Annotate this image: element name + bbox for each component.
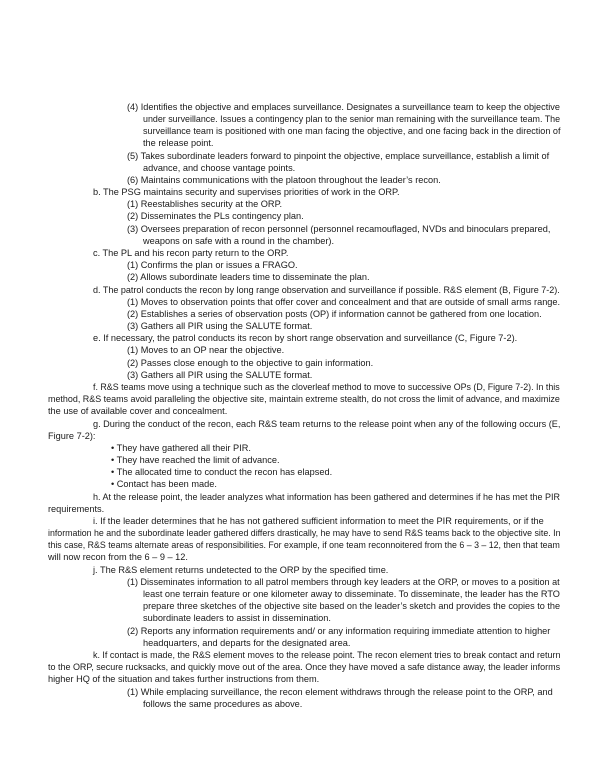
text-line: this case, R&S teams alternate areas of responsibilities. For example, if one team reconnoitered from the 6 – 3 – 12, then that team	[48, 540, 560, 550]
text-line: i. If the leader determines that he has not gathered sufficient information to meet the PIR requirements, or if the	[93, 516, 544, 526]
text-line: will now recon from the 6 – 9 – 12.	[48, 552, 188, 562]
text-line: (2) Allows subordinate leaders time to disseminate the plan.	[127, 272, 370, 282]
text-line: (5) Takes subordinate leaders forward to pinpoint the objective, emplace surveillance, establish a limit of	[127, 151, 550, 161]
text-line: e. If necessary, the patrol conducts its recon by short range observation and surveillance (C, Figure 7-2).	[93, 333, 518, 343]
text-line: subordinate leaders to assist in dissemination.	[143, 613, 331, 623]
bullet-item: • They have gathered all their PIR.	[111, 443, 251, 453]
text-line: (2) Reports any information requirements and/ or any information requiring immediate attention to higher	[127, 626, 551, 636]
text-line: advance, and choose vantage points.	[143, 163, 296, 173]
text-line: k. If contact is made, the R&S element moves to the release point. The recon element tries to break contact and return	[93, 650, 561, 660]
text-line: (3) Gathers all PIR using the SALUTE format.	[127, 370, 313, 380]
text-line: (1) Disseminates information to all patrol members through key leaders at the ORP, or moves to a position at	[127, 577, 560, 587]
text-line: information he and the subordinate leader gathered differs drastically, he may have to send R&S teams back to the objective site. In	[48, 528, 561, 538]
text-line: higher HQ of the situation and takes further instructions from them.	[48, 674, 320, 684]
text-line: (2) Establishes a series of observation posts (OP) if information cannot be gathered from one location.	[127, 309, 542, 319]
text-line: the use of available cover and concealment.	[48, 406, 228, 416]
text-line: (3) Oversees preparation of recon personnel (personnel recamouflaged, NVDs and binoculars prepared,	[127, 224, 551, 234]
text-line: (2) Passes close enough to the objective to gain information.	[127, 358, 374, 368]
text-line: d. The patrol conducts the recon by long range observation and surveillance if possible. R&S element (B, Figure 7-2).	[93, 285, 560, 295]
text-line: (1) Confirms the plan or issues a FRAGO.	[127, 260, 298, 270]
text-line: f. R&S teams move using a technique such as the cloverleaf method to move to successive OPs (D, Figure 7-2). In this	[93, 382, 560, 392]
text-line: prepare three sketches of the objective site based on the leader’s sketch and provides the copies to the	[143, 601, 561, 611]
bullet-item: • Contact has been made.	[111, 479, 217, 489]
text-line: (2) Disseminates the PLs contingency plan.	[127, 211, 304, 221]
text-line: Figure 7-2):	[48, 431, 96, 441]
text-line: method, R&S teams avoid paralleling the objective site, maintain extreme stealth, do not cross the limit of advance, and maximize	[48, 394, 560, 404]
text-line: (3) Gathers all PIR using the SALUTE format.	[127, 321, 313, 331]
bullet-item: • The allocated time to conduct the recon has elapsed.	[111, 467, 333, 477]
bullet-item: • They have reached the limit of advance.	[111, 455, 280, 465]
text-line: to the ORP, secure rucksacks, and quickly move out of the area. Once they have moved a safe distance away, the leader informs	[48, 662, 561, 672]
text-line: surveillance team is positioned with one man facing the objective, and one facing back in the direction of	[143, 126, 561, 136]
text-line: requirements.	[48, 504, 105, 514]
text-line: least one terrain feature or one kilometer away to disseminate. To disseminate, the leader has the RTO	[143, 589, 560, 599]
text-line: (1) While emplacing surveillance, the recon element withdraws through the release point to the ORP, and	[127, 687, 553, 697]
text-line: headquarters, and departs for the designated area.	[143, 638, 351, 648]
text-line: under surveillance. Issues a contingency plan to the senior man remaining with the surveillance team. The	[143, 114, 561, 124]
text-line: b. The PSG maintains security and supervises priorities of work in the ORP.	[93, 187, 400, 197]
text-line: (1) Reestablishes security at the ORP.	[127, 199, 283, 209]
text-line: the release point.	[143, 138, 214, 148]
text-line: j. The R&S element returns undetected to the ORP by the specified time.	[93, 565, 389, 575]
text-line: (4) Identifies the objective and emplaces surveillance. Designates a surveillance team to keep the objective	[127, 102, 560, 112]
text-line: follows the same procedures as above.	[143, 699, 303, 709]
text-line: weapons on safe with a round in the chamber).	[143, 236, 335, 246]
text-line: g. During the conduct of the recon, each R&S team returns to the release point when any of the following occurs (E,	[93, 419, 561, 429]
text-line: c. The PL and his recon party return to the ORP.	[93, 248, 289, 258]
text-line: (1) Moves to observation points that offer cover and concealment and that are outside of small arms range.	[127, 297, 561, 307]
text-line: (1) Moves to an OP near the objective.	[127, 345, 285, 355]
text-line: (6) Maintains communications with the platoon throughout the leader’s recon.	[127, 175, 441, 185]
text-line: h. At the release point, the leader analyzes what information has been gathered and determines if he has met the PIR	[93, 492, 561, 502]
